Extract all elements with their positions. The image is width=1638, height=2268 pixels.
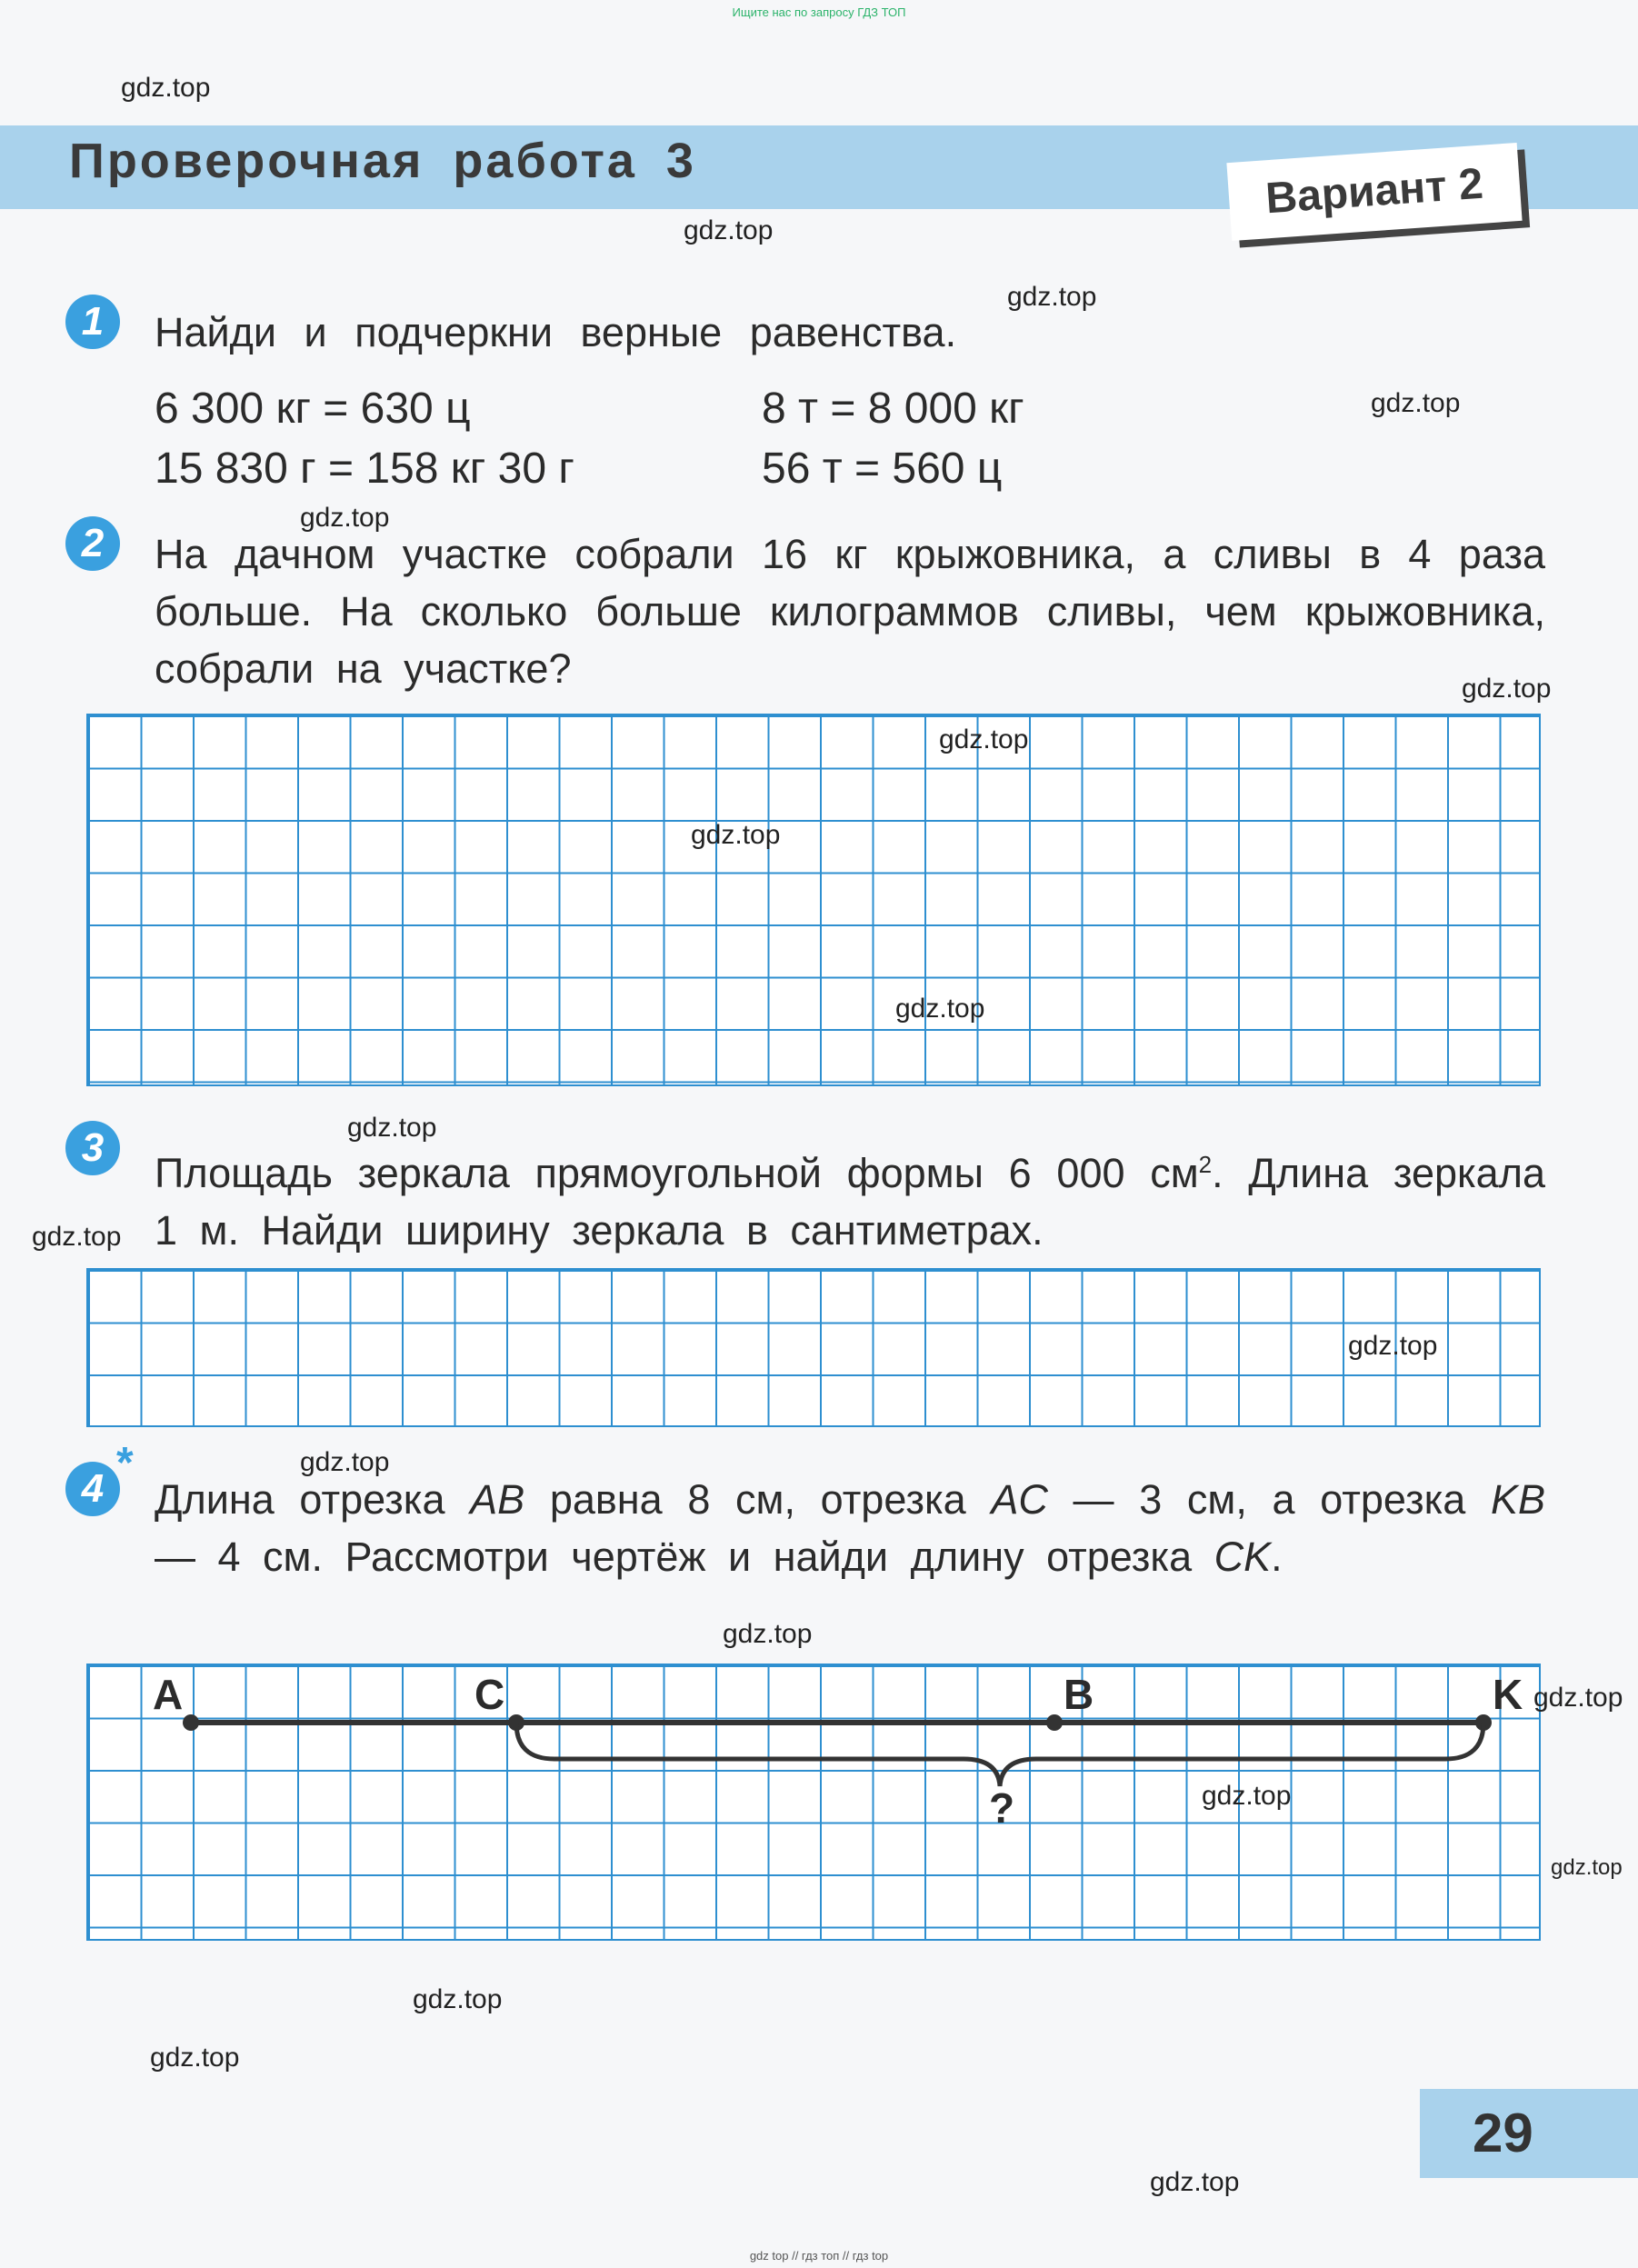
brace-ck [516, 1723, 1483, 1786]
top-note: Ищите нас по запросу ГДЗ ТОП [732, 5, 906, 19]
watermark: gdz.top [300, 1447, 390, 1477]
watermark: gdz.top [300, 503, 390, 533]
task-1-text: Найди и подчеркни верные равенства. [155, 309, 957, 355]
bottom-note: gdz top // гдз топ // гдз top [749, 2249, 889, 2263]
label-c: C [474, 1671, 505, 1718]
watermark: gdz.top [150, 2043, 240, 2073]
label-question: ? [989, 1784, 1015, 1832]
task-4-number: 4 [65, 1462, 120, 1516]
watermark: gdz.top [121, 73, 211, 103]
equation-3: 15 830 г = 158 кг 30 г [155, 445, 574, 493]
watermark: gdz.top [1371, 388, 1461, 418]
task-1-number: 1 [65, 295, 120, 349]
watermark: gdz.top [1007, 282, 1097, 312]
watermark: gdz.top [1533, 1683, 1623, 1713]
point-b [1046, 1714, 1063, 1731]
watermark: gdz.top [684, 215, 774, 245]
watermark: gdz.top [1348, 1331, 1438, 1361]
label-b: B [1064, 1671, 1094, 1718]
page-number: 29 [1473, 2103, 1533, 2163]
watermark: gdz.top [413, 1984, 503, 2014]
task-2-text: На дачном участке собрали 16 кг крыжовника, а сливы в 4 раза больше. На сколько больше килограммов сливы, чем крыжовника, собрали на участке? [155, 531, 1545, 692]
watermark: gdz.top [32, 1222, 122, 1252]
watermark: gdz.top [691, 820, 781, 850]
watermark: gdz.top [895, 994, 985, 1024]
watermark: gdz.top [1202, 1781, 1292, 1811]
watermark: gdz.top [723, 1619, 813, 1649]
task-2-number: 2 [65, 516, 120, 571]
point-a [183, 1714, 199, 1731]
watermark: gdz.top [1551, 1855, 1623, 1880]
label-a: A [153, 1671, 184, 1718]
equation-2: 8 т = 8 000 кг [762, 385, 1024, 433]
task-3-text: Площадь зеркала прямоугольной формы 6 000 $см^2$. Длина зеркала 1 м. Найди ширину зеркала в сантиметрах. [155, 1150, 1545, 1254]
equation-4: 56 т = 560 ц [762, 445, 1003, 493]
watermark: gdz.top [347, 1113, 437, 1143]
task-4-star: * [116, 1439, 134, 1487]
watermark: gdz.top [939, 724, 1029, 754]
variant-label: Вариант 2 [1226, 143, 1522, 241]
task-4-text: Длина отрезка AB равна 8 см, отрезка AC — 3 см, а отрезка KB — 4 см. Рассмотри чертёж и найди длину отрезка CK. [155, 1476, 1545, 1580]
equation-1: 6 300 кг = 630 ц [155, 385, 471, 433]
watermark: gdz.top [1150, 2167, 1240, 2197]
page-title: Проверочная работа 3 [69, 134, 696, 188]
task-3-number: 3 [65, 1121, 120, 1175]
label-k: K [1493, 1671, 1523, 1718]
watermark: gdz.top [1462, 674, 1552, 704]
